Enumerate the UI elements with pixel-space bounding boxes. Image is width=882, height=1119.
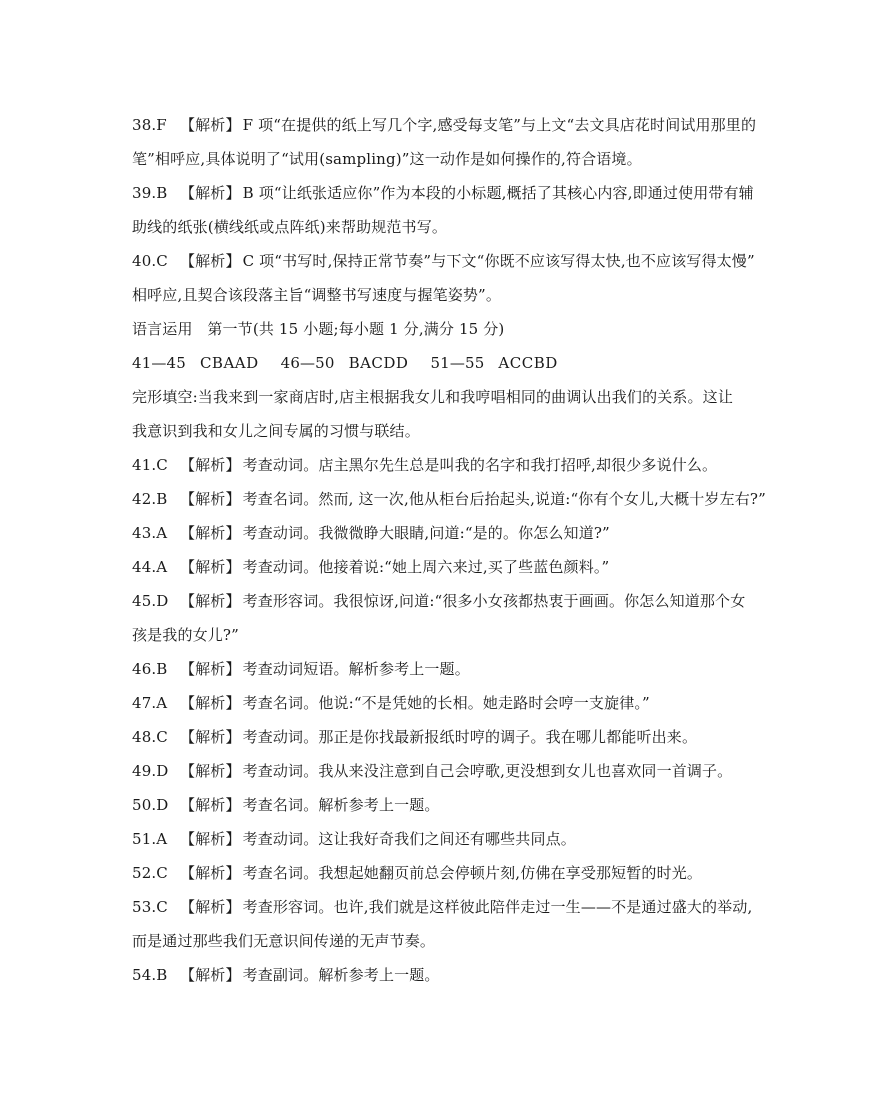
- analysis-tag: 【解析】: [180, 728, 241, 746]
- explanation-line: [132, 176, 762, 210]
- analysis-tag: 【解析】: [180, 524, 241, 542]
- item-number: 50.D: [132, 796, 169, 814]
- section-header: [132, 312, 762, 346]
- explanation-item: [132, 788, 762, 822]
- explanation-text: 考查动词。店主黑尔先生总是叫我的名字和我打招呼,却很少多说什么。: [242, 456, 718, 474]
- explanation-line: [132, 448, 762, 482]
- explanation-text: 考查动词。那正是你找最新报纸时哼的调子。我在哪儿都能听出来。: [242, 728, 698, 746]
- explanation-item: [132, 448, 762, 482]
- item-number: 44.A: [132, 558, 168, 576]
- explanation-line: [132, 958, 762, 992]
- explanation-item: [132, 686, 762, 720]
- analysis-tag: 【解析】: [180, 592, 241, 610]
- explanation-text: 考查动词。这让我好奇我们之间还有哪些共同点。: [242, 830, 576, 848]
- analysis-tag: 【解析】: [180, 864, 241, 882]
- explanation-item: [132, 176, 762, 244]
- explanation-text: 考查动词。我微微睁大眼睛,问道:“是的。你怎么知道?”: [242, 524, 610, 542]
- analysis-tag: 【解析】: [180, 966, 241, 984]
- analysis-tag: 【解析】: [180, 830, 241, 848]
- item-number: 46.B: [132, 660, 168, 678]
- explanation-item: [132, 550, 762, 584]
- explanation-text: 考查动词。他接着说:“她上周六来过,买了些蓝色颜料。”: [242, 558, 610, 576]
- explanation-text: 考查动词短语。解析参考上一题。: [242, 660, 470, 678]
- explanation-line: [132, 788, 762, 822]
- answer-key-content: [132, 108, 766, 992]
- explanation-text: F 项“在提供的纸上写几个字,感受每支笔”与上文“去文具店花时间试用那里的: [242, 116, 757, 134]
- explanation-item: [132, 958, 762, 992]
- explanation-line: [132, 822, 762, 856]
- summary-line: 完形填空:当我来到一家商店时,店主根据我女儿和我哼唱相同的曲调认出我们的关系。这让: [132, 388, 733, 406]
- analysis-tag: 【解析】: [180, 252, 241, 270]
- explanation-line: [132, 720, 762, 754]
- analysis-tag: 【解析】: [180, 490, 241, 508]
- analysis-tag: 【解析】: [180, 898, 241, 916]
- summary-line: 我意识到我和女儿之间专属的习惯与联结。: [132, 422, 420, 440]
- explanation-line: [132, 244, 762, 278]
- explanation-line: [132, 482, 766, 516]
- explanation-item: [132, 856, 762, 890]
- answer-key-row: [132, 346, 762, 380]
- explanation-item: [132, 108, 762, 176]
- explanation-line: [132, 652, 762, 686]
- answer-range: 51—55: [430, 354, 485, 372]
- analysis-tag: 【解析】: [180, 184, 241, 202]
- item-number: 45.D: [132, 592, 169, 610]
- explanation-line: [132, 754, 762, 788]
- item-number: 52.C: [132, 864, 168, 882]
- explanation-line: 而是通过那些我们无意识间传递的无声节奏。: [132, 932, 436, 950]
- explanation-text: B 项“让纸张适应你”作为本段的小标题,概括了其核心内容,即通过使用带有辅: [242, 184, 754, 202]
- explanation-text: 考查形容词。也许,我们就是这样彼此陪伴走过一生——不是通过盛大的举动,: [242, 898, 753, 916]
- analysis-tag: 【解析】: [180, 456, 241, 474]
- explanation-item: [132, 482, 766, 516]
- explanation-text: 考查名词。然而, 这一次,他从柜台后抬起头,说道:“你有个女儿,大概十岁左右?”: [242, 490, 766, 508]
- item-number: 53.C: [132, 898, 168, 916]
- explanation-text: 考查名词。他说:“不是凭她的长相。她走路时会哼一支旋律。”: [242, 694, 650, 712]
- explanation-line: 助线的纸张(横线纸或点阵纸)来帮助规范书写。: [132, 218, 448, 236]
- explanation-line: 笔”相呼应,具体说明了“试用(sampling)”这一动作是如何操作的,符合语境。: [132, 150, 642, 168]
- item-number: 51.A: [132, 830, 168, 848]
- answer-letters: BACDD: [348, 354, 409, 372]
- item-number: 41.C: [132, 456, 168, 474]
- answer-range: 41—45: [132, 354, 186, 372]
- item-number: 54.B: [132, 966, 168, 984]
- explanation-item: [132, 652, 762, 686]
- explanation-line: [132, 108, 762, 142]
- explanation-text: 考查副词。解析参考上一题。: [242, 966, 440, 984]
- analysis-tag: 【解析】: [180, 694, 241, 712]
- explanation-item: [132, 244, 762, 312]
- item-number: 47.A: [132, 694, 168, 712]
- analysis-tag: 【解析】: [180, 762, 241, 780]
- analysis-tag: 【解析】: [180, 660, 241, 678]
- item-number: 40.C: [132, 252, 168, 270]
- item-number: 43.A: [132, 524, 168, 542]
- analysis-tag: 【解析】: [180, 558, 241, 576]
- explanation-line: [132, 584, 762, 618]
- item-number: 38.F: [132, 116, 167, 134]
- item-number: 42.B: [132, 490, 168, 508]
- item-number: 49.D: [132, 762, 169, 780]
- passage-summary: [132, 380, 762, 448]
- explanation-item: [132, 754, 762, 788]
- answer-letters: ACCBD: [498, 354, 558, 372]
- section-subtitle: 第一节(共 15 小题;每小题 1 分,满分 15 分): [207, 320, 505, 338]
- explanation-item: [132, 516, 762, 550]
- explanation-text: 考查名词。我想起她翻页前总会停顿片刻,仿佛在享受那短暂的时光。: [242, 864, 703, 882]
- answer-letters: CBAAD: [199, 354, 259, 372]
- analysis-tag: 【解析】: [180, 796, 241, 814]
- explanation-line: [132, 856, 762, 890]
- explanation-text: C 项“书写时,保持正常节奏”与下文“你既不应该写得太快,也不应该写得太慢”: [242, 252, 755, 270]
- analysis-tag: 【解析】: [180, 116, 241, 134]
- explanation-item: [132, 720, 762, 754]
- answer-range: 46—50: [280, 354, 335, 372]
- explanation-item: [132, 890, 762, 958]
- section-title: 语言运用: [132, 320, 193, 338]
- explanation-line: [132, 890, 762, 924]
- explanation-text: 考查动词。我从来没注意到自己会哼歌,更没想到女儿也喜欢同一首调子。: [242, 762, 733, 780]
- item-number: 48.C: [132, 728, 168, 746]
- explanation-line: [132, 550, 762, 584]
- explanation-item: [132, 584, 762, 652]
- explanation-text: 考查形容词。我很惊讶,问道:“很多小女孩都热衷于画画。你怎么知道那个女: [242, 592, 746, 610]
- explanation-line: [132, 686, 762, 720]
- explanation-item: [132, 822, 762, 856]
- explanation-line: [132, 516, 762, 550]
- explanation-line: 相呼应,且契合该段落主旨“调整书写速度与握笔姿势”。: [132, 286, 502, 304]
- explanation-text: 考查名词。解析参考上一题。: [242, 796, 440, 814]
- item-number: 39.B: [132, 184, 168, 202]
- explanation-line: 孩是我的女儿?”: [132, 626, 239, 644]
